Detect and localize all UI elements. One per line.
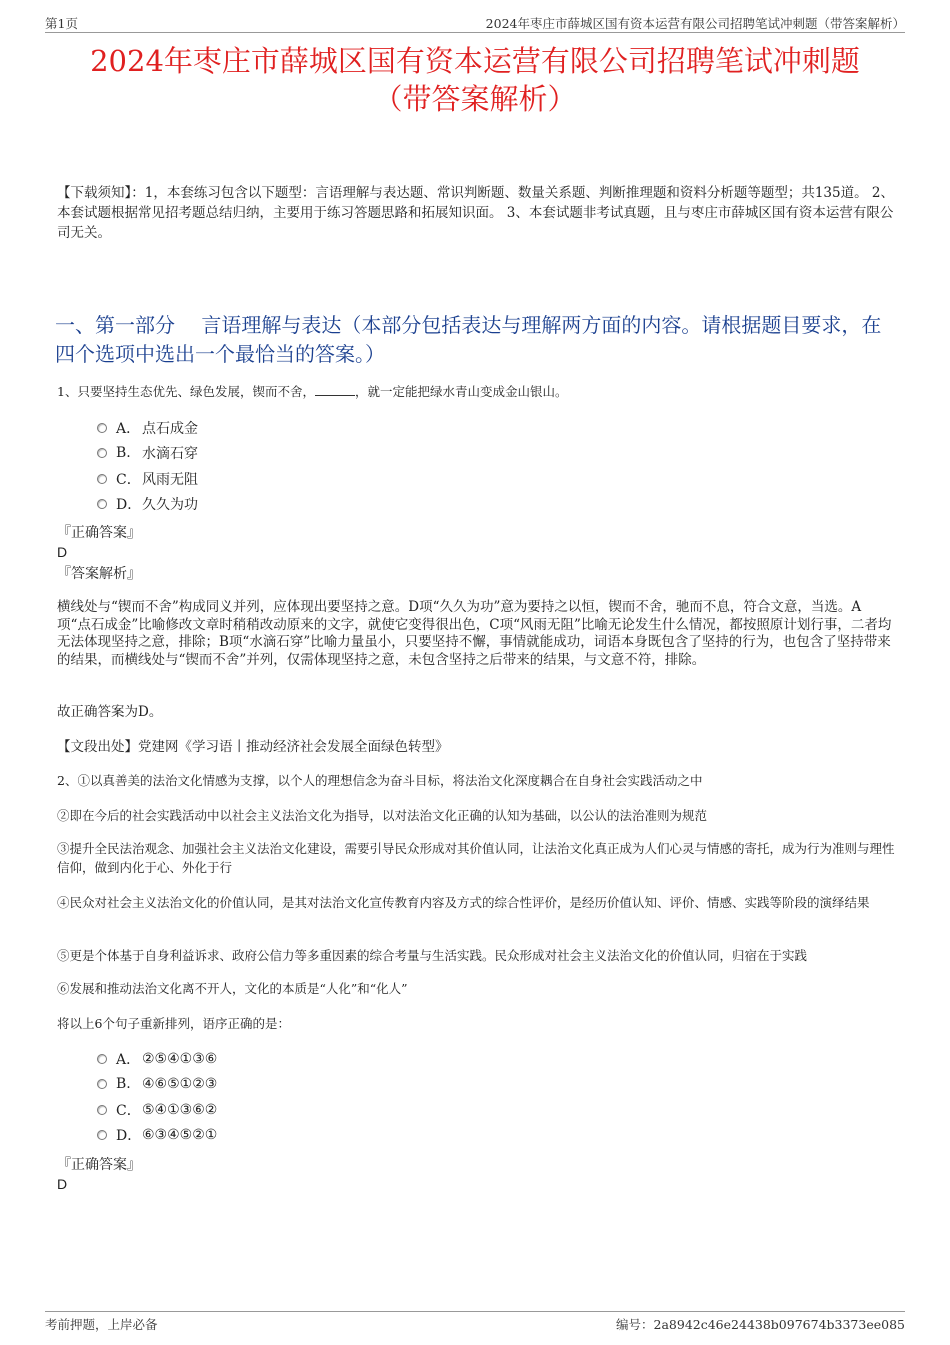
q2-option-c-letter: C． [116, 1102, 141, 1119]
q2-sentence-6: ⑥发展和推动法治文化离不开人，文化的本质是“人化”和“化人” [57, 981, 408, 996]
q2-sentence-5: ⑤更是个体基于自身利益诉求、政府公信力等多重因素的综合考量与生活实践。民众形成对社会主义法治文化的价值认同，归宿在于实践 [57, 948, 808, 963]
q2-prompt: 将以上6个句子重新排列，语序正确的是： [57, 1016, 290, 1031]
page-footer [45, 1311, 905, 1332]
q1-conclusion: 故正确答案为D。 [57, 704, 163, 720]
q2-option-a-text: ②⑤④①③⑥ [142, 1050, 218, 1067]
q2-answer-label: 『正确答案』 [57, 1157, 141, 1173]
page-header [45, 12, 905, 33]
section-heading: 一、第一部分 言语理解与表达（本部分包括表达与理解两方面的内容。请根据题目要求，在四个选项中选出一个最恰当的答案。） [55, 313, 882, 366]
q2-option-b[interactable] [97, 1072, 217, 1098]
q1-answer-label: 『正确答案』 [57, 525, 141, 541]
q1-option-d-letter: D． [116, 497, 142, 514]
q2-option-b-letter: B. [116, 1076, 131, 1093]
q2-option-d-text: ⑥③④⑤②① [142, 1127, 218, 1144]
q2-option-c-text: ⑤④①③⑥② [142, 1101, 218, 1118]
q2-option-c[interactable] [97, 1097, 217, 1123]
q1-answer: D [57, 544, 68, 560]
q1-option-d-text: 久久为功 [142, 497, 198, 514]
q1-option-a[interactable] [97, 415, 198, 441]
question-2-options [97, 1046, 217, 1148]
q1-option-c-letter: C． [116, 471, 141, 488]
q1-analysis: 横线处与“锲而不舍”构成同义并列，应体现出要坚持之意。D项“久久为功”意为要持之以恒，锲而不舍，驰而不息，符合文意，当选。A项“点石成金”比喻修改文章时稍稍改动原来的文字，就使它变得很出色，C项“风雨无阻”比喻无论发生什么情况，都按照原计划行事，二者均无法体现坚持之意，排除；B项“水滴石穿”比喻力量虽小，只要坚持不懈，事情就能成功，词语本身既包含了坚持的行为，也包含了坚持带来的结果，而横线处与“锲而不舍”并列，仅需体现坚持之意，未包含坚持之后带来的结果，与文意不符，排除。 [57, 599, 892, 668]
radio-icon[interactable] [97, 1054, 107, 1064]
q1-blank [315, 383, 355, 396]
q2-sentence-4: ④民众对社会主义法治文化的价值认同，是其对法治文化宣传教育内容及方式的综合性评价，是经历价值认知、评价、情感、实践等阶段的演绎结果 [57, 895, 870, 910]
q1-stem-after: ，就一定能把绿水青山变成金山银山。 [354, 384, 568, 399]
q1-stem-before: 1、只要坚持生态优先、绿色发展，锲而不舍， [57, 384, 315, 399]
radio-icon[interactable] [97, 1130, 107, 1140]
header-doc-title: 2024年枣庄市薛城区国有资本运营有限公司招聘笔试冲刺题（带答案解析） [485, 16, 905, 31]
question-1-stem [57, 382, 895, 402]
q1-analysis-label: 『答案解析』 [57, 566, 141, 582]
q1-option-d[interactable] [97, 492, 198, 518]
q1-option-a-letter: A． [116, 420, 141, 437]
question-1-options [97, 415, 198, 517]
page-number: 第1页 [45, 16, 78, 31]
footer-slogan: 考前押题，上岸必备 [45, 1317, 158, 1332]
radio-icon[interactable] [97, 1079, 107, 1089]
footer-serial: 编号：2a8942c46e24438b097674b3373ee085 [616, 1317, 905, 1332]
q1-option-a-text: 点石成金 [142, 420, 198, 437]
radio-icon[interactable] [97, 499, 107, 509]
q2-option-d[interactable] [97, 1123, 217, 1149]
radio-icon[interactable] [97, 1105, 107, 1115]
q2-option-a-letter: A． [116, 1051, 141, 1068]
q1-option-b-letter: B. [116, 445, 131, 462]
radio-icon[interactable] [97, 474, 107, 484]
q1-option-b[interactable] [97, 441, 198, 467]
q2-sentence-3: ③提升全民法治观念、加强社会主义法治文化建设，需要引导民众形成对其价值认同，让法治文化真正成为人们心灵与情感的寄托，成为行为准则与理性信仰，做到内化于心、外化于行 [57, 841, 895, 875]
download-notice: 【下载须知】：1，本套练习包含以下题型：言语理解与表达题、常识判断题、数量关系题、判断推理题和资料分析题等题型；共135道。 2、本套试题根据常见招考题总结归纳，主要用于练习答题思路和拓展知识面。 3、本套试题非考试真题，且与枣庄市薛城区国有资本运营有限公司无关。 [57, 185, 894, 241]
q2-option-a[interactable] [97, 1046, 217, 1072]
q1-option-b-text: 水滴石穿 [142, 446, 198, 463]
q2-answer: D [57, 1176, 68, 1192]
q2-option-d-letter: D． [116, 1128, 142, 1145]
document-title [40, 42, 910, 118]
q1-option-c[interactable] [97, 466, 198, 492]
q1-option-c-text: 风雨无阻 [142, 471, 198, 488]
q2-option-b-text: ④⑥⑤①②③ [142, 1076, 218, 1093]
title-line-1: 2024年枣庄市薛城区国有资本运营有限公司招聘笔试冲刺题 [90, 44, 860, 78]
radio-icon[interactable] [97, 423, 107, 433]
q1-source: 【文段出处】党建网《学习语丨推动经济社会发展全面绿色转型》 [57, 739, 449, 755]
title-line-2: （带答案解析） [373, 82, 577, 116]
q2-sentence-2: ②即在今后的社会实践活动中以社会主义法治文化为指导，以对法治文化正确的认知为基础，以公认的法治准则为规范 [57, 808, 708, 823]
radio-icon[interactable] [97, 448, 107, 458]
q2-sentence-1: 2、①以真善美的法治文化情感为支撑，以个人的理想信念为奋斗目标，将法治文化深度耦合在自身社会实践活动之中 [57, 773, 703, 788]
